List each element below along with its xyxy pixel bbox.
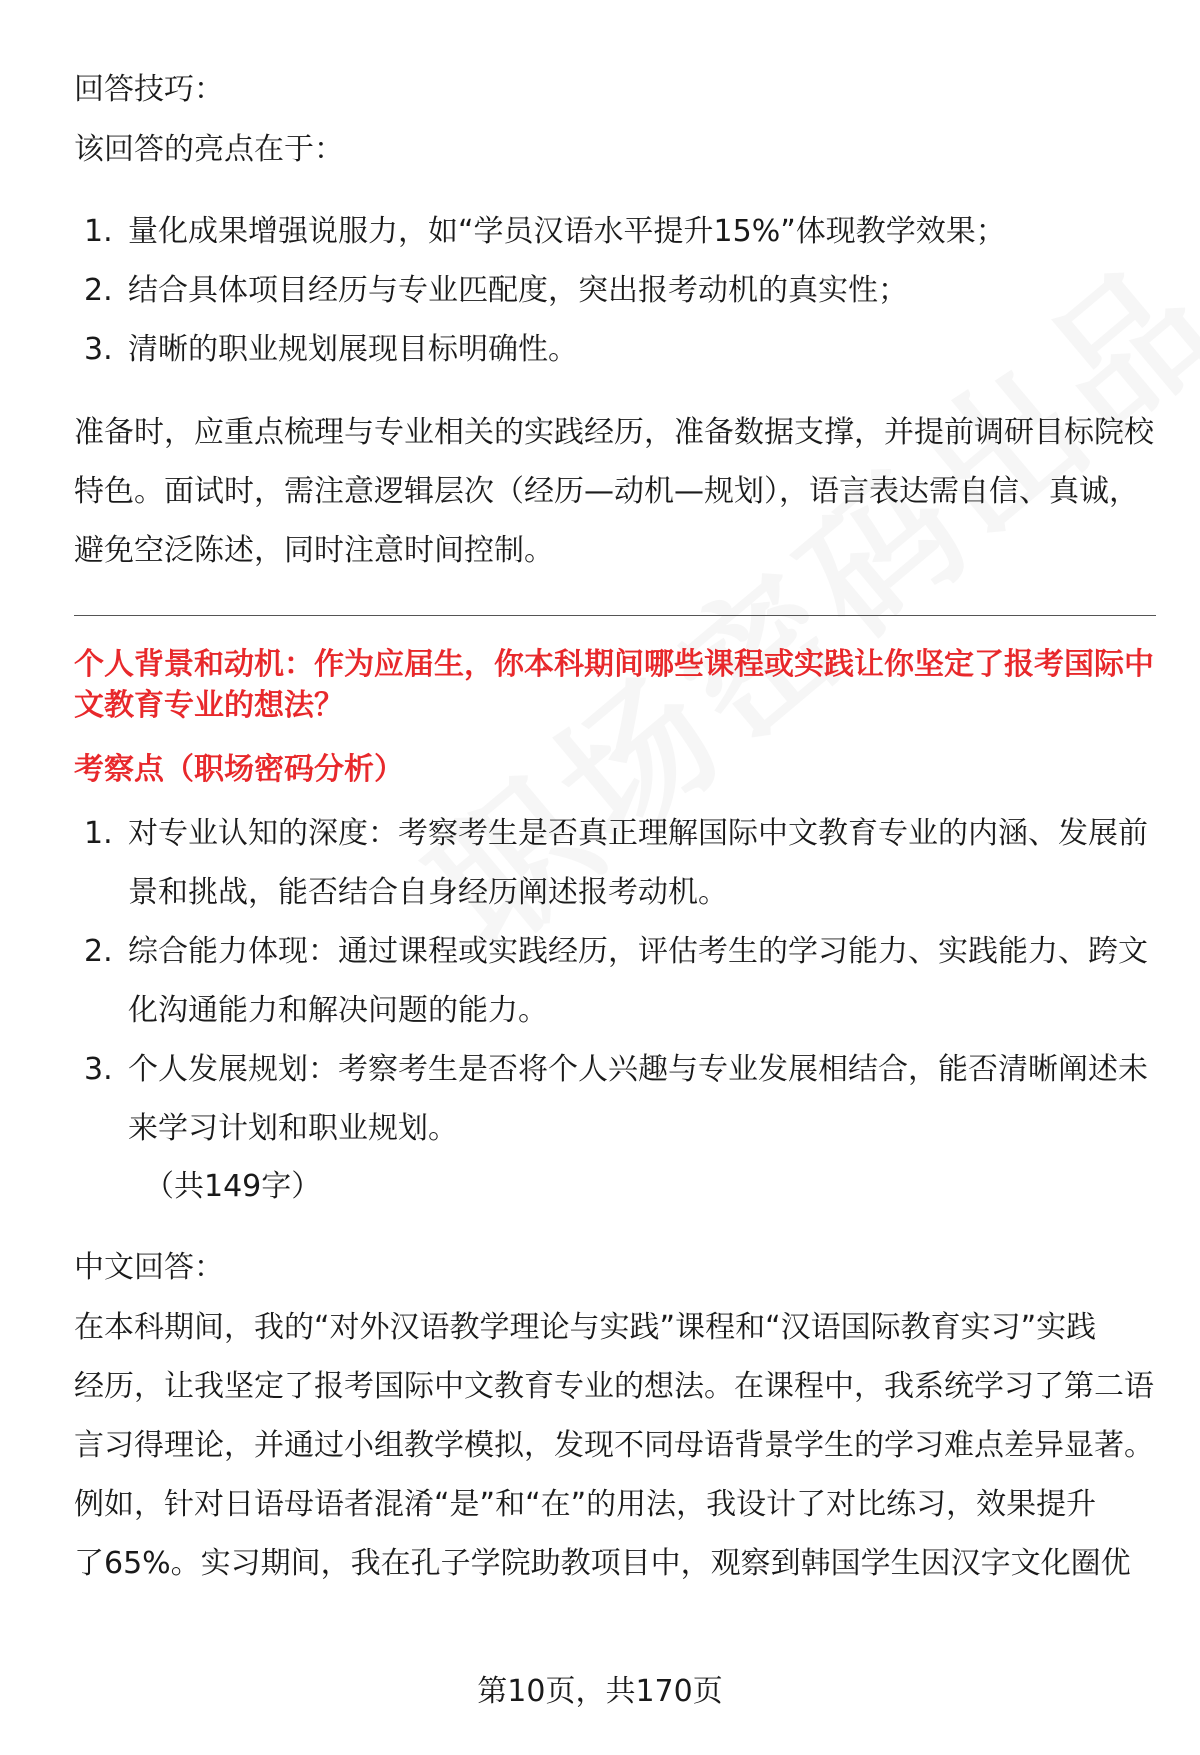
list-item: 3. 清晰的职业规划展现目标明确性。 (84, 332, 578, 367)
answer-heading: 中文回答： (74, 1250, 224, 1285)
question-title: 个人背景和动机：作为应届生，你本科期间哪些课程或实践让你坚定了报考国际中 文教育专业的想法？ (74, 647, 1154, 723)
list-item: 3. 个人发展规划：考察考生是否将个人兴趣与专业发展相结合，能否清晰阐述未 来学习计划和职业规划。 (84, 1052, 1148, 1146)
tips-intro: 该回答的亮点在于： (74, 132, 344, 167)
tips-heading: 回答技巧： (74, 72, 224, 107)
document-page (74, 60, 1156, 1593)
list-item: 1. 对专业认知的深度：考察考生是否真正理解国际中文教育专业的内涵、发展前 景和挑战，能否结合自身经历阐述报考动机。 (84, 816, 1148, 910)
focus-heading: 考察点（职场密码分析） (74, 752, 404, 787)
highlights-list (74, 202, 1156, 379)
list-item: 1. 量化成果增强说服力，如“学员汉语水平提升15%”体现教学效果； (84, 214, 1006, 249)
list-item: 2. 综合能力体现：通过课程或实践经历，评估考生的学习能力、实践能力、跨文 化沟通能力和解决问题的能力。 (84, 934, 1148, 1028)
word-count-note: （共149字） (144, 1169, 322, 1204)
list-item: 2. 结合具体项目经历与专业匹配度，突出报考动机的真实性； (84, 273, 908, 308)
page-number: 第10页，共170页 (477, 1674, 723, 1709)
answer-paragraph: 在本科期间，我的“对外汉语教学理论与实践”课程和“汉语国际教育实习”实践 经历，让我坚定了报考国际中文教育专业的想法。在课程中，我系统学习了第二语 言习得理论，并通过小组教学模拟，发现不同母语背景学生的学习难点差异显著。 例如，针对日语母语者混淆“是”和“在”的用法，我设计了对比练习，效果提升 了65%。实习期间，我在孔子学院助教项目中，观察到韩国学生因汉字文化圈优 (74, 1310, 1154, 1581)
focus-list (74, 804, 1156, 1158)
preparation-paragraph: 准备时，应重点梳理与专业相关的实践经历，准备数据支撑，并提前调研目标院校 特色。面试时，需注意逻辑层次（经历—动机—规划），语言表达需自信、真诚， 避免空泛陈述，同时注意时间控制。 (74, 415, 1154, 568)
